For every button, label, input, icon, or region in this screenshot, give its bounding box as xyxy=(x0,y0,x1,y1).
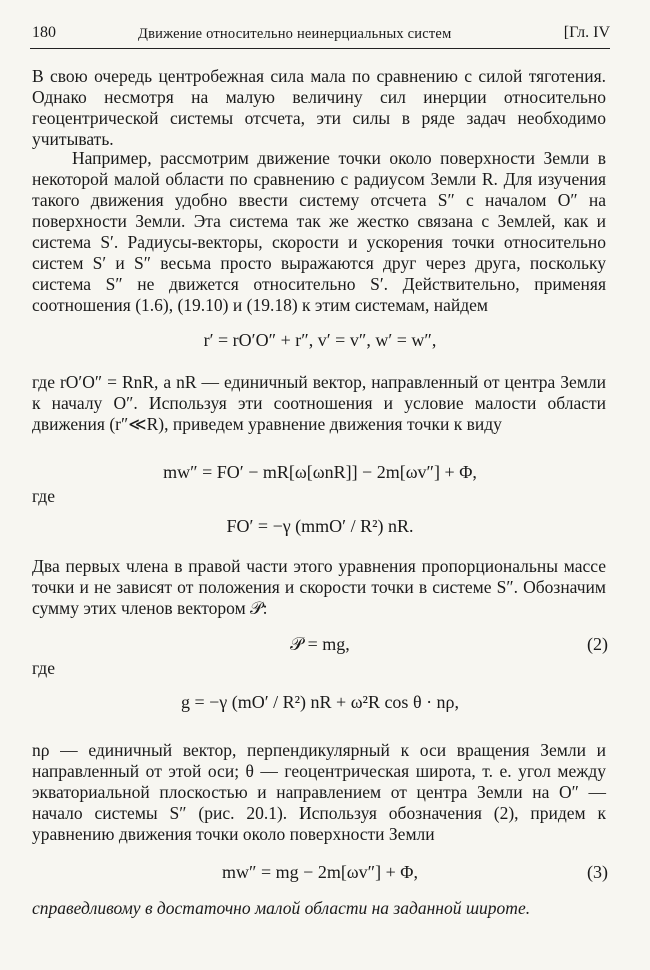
paragraph-6: справедливому в достаточно малой области на заданной широте. xyxy=(32,898,531,918)
paragraph-2: Например, рассмотрим движение точки около поверхности Земли в некоторой малой области по сравнению с радиусом Земли R. Для изучения такого движения удобно ввести систему отсчета S″ с началом O″ на поверхности Земли. Эта система так же жестко связана с Землей, как и система S′. Радиусы-векторы, скорости и ускорения точки относительно систем S′ и S″ весьма просто выражаются друг через друга, поскольку система S″ не движется относительно S′. Действительно, применяя соотношения (1.6), (19.10) и (19.18) к этим системам, найдем xyxy=(32,148,606,315)
formula-4 xyxy=(30,634,610,655)
formula-6-body: mw″ = mg − 2m[ωv″] + Φ, xyxy=(222,862,418,882)
formula-3: FO′ = −γ (mmO′ / R²) nR. xyxy=(226,516,414,536)
running-title: Движение относительно неинерциальных систем xyxy=(138,26,452,42)
page-header xyxy=(30,22,610,49)
equation-number-2: (2) xyxy=(587,634,608,654)
page-number: 180 xyxy=(32,24,56,41)
paragraph-5: nρ — единичный вектор, перпендикулярный к оси вращения Земли и направленный от этой оси; θ — геоцентрическая широта, т. е. угол между экваториальной плоскостью и направлением от центра Земли на O″ — начало системы S″ (рис. 20.1). Используя обозначения (2), придем к уравнению движения точки около поверхности Земли xyxy=(32,740,606,844)
chapter-label: [Гл. IV xyxy=(563,24,610,41)
formula-2: mw″ = FO′ − mR[ω[ωnR]] − 2m[ωv″] + Φ, xyxy=(163,462,477,482)
formula-6 xyxy=(30,862,610,883)
paragraph-3: где rO′O″ = RnR, а nR — единичный вектор, направленный от центра Земли к началу O″. Используя эти соотношения и условие малости области движения (r″≪R), приведем уравнение движения точки к виду xyxy=(32,372,606,434)
formula-1: r′ = rO′O″ + r″, v′ = v″, w′ = w″, xyxy=(203,330,437,350)
where-label-2: где xyxy=(32,658,55,678)
paragraph-1: В свою очередь центробежная сила мала по сравнению с силой тяготения. Однако несмотря на малую величину сил инерции относительно геоцентрической системы отсчета, эти силы в ряде задач необходимо учитывать. xyxy=(32,66,606,149)
formula-5: g = −γ (mO′ / R²) nR + ω²R cos θ · nρ, xyxy=(180,692,460,712)
paragraph-4: Два первых члена в правой части этого уравнения пропорциональны массе точки и не зависят от положения и скорости точки в системе S″. Обозначим сумму этих членов вектором 𝒫: xyxy=(32,556,606,618)
equation-number-3: (3) xyxy=(587,862,608,882)
formula-4-body: 𝒫 = mg, xyxy=(290,634,350,654)
where-label-1: где xyxy=(32,486,55,506)
